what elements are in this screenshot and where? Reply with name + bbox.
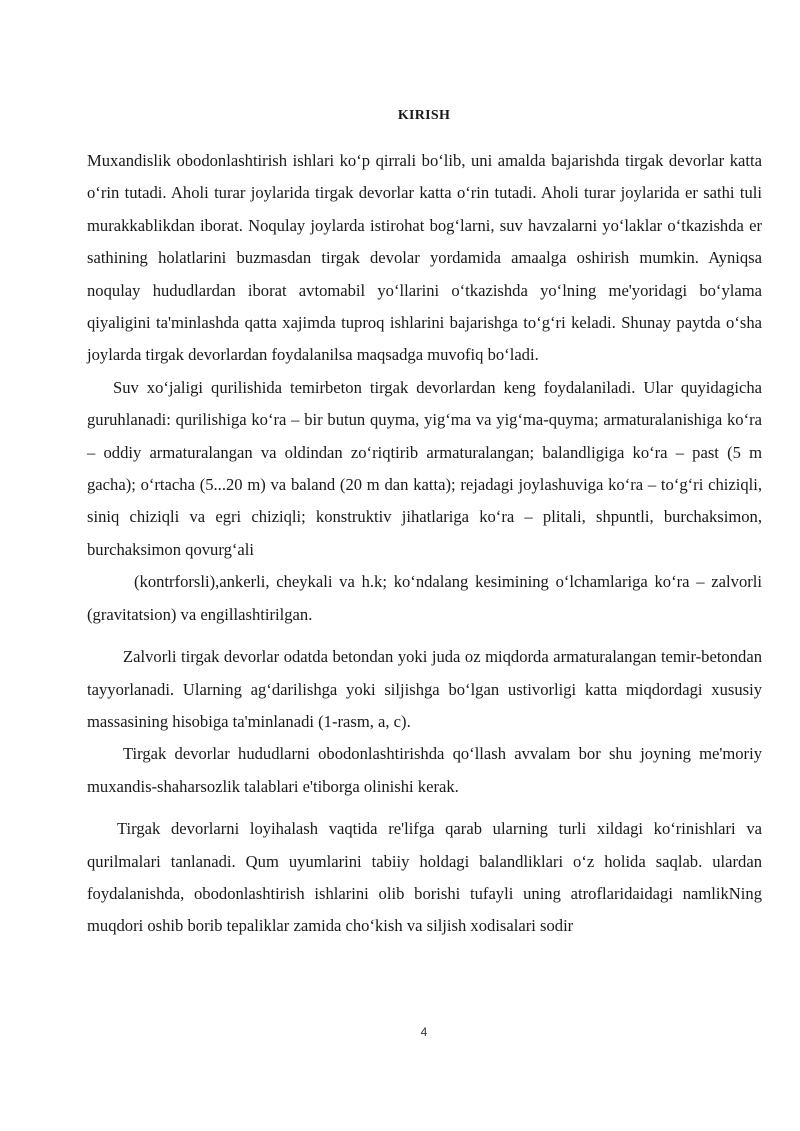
paragraph-4: Tirgak devorlar hududlarni obodonlashtirishda qoʻllash avvalam bor shu joyning me'moriy muxandis-shaharsozlik talablari e'tiborga olinishi kerak. (87, 744, 762, 796)
body-text (87, 145, 762, 943)
paragraph-3: Zalvorli tirgak devorlar odatda betondan yoki juda oz miqdorda armaturalangan temir-betondan tayyorlanadi. Ularning agʻdarilishga yoki siljishga boʻlgan ustivorligi katta miqdordagi xususiy massasining hisobiga ta'minlanadi (1-rasm, a, c). (87, 647, 762, 731)
page-number: 4 (420, 1025, 428, 1039)
paragraph-2: Suv xoʻjaligi qurilishida temirbeton tirgak devorlardan keng foydalaniladi. Ular quyidagicha guruhlanadi: qurilishiga koʻra – bir butun quyma, yigʻma va yigʻma-quyma; armaturalanishiga koʻra – oddiy armaturalangan va oldindan zoʻriqtirib armaturalangan; balandligiga koʻra – past (5 m gacha); oʻrtacha (5...20 m) va baland (20 m dan katta); rejadagi joylashuviga koʻra – toʻgʻri chiziqli, siniq chiziqli va egri chiziqli; konstruktiv jihatlariga koʻra – plitali, shpuntli, burchaksimon, burchaksimon qovurgʻali (87, 377, 762, 559)
paragraph-2-continuation: (kontrforsli),ankerli, cheykali va h.k; koʻndalang kesimining oʻlchamlariga koʻra – zalvorli (gravitatsion) va engillashtirilgan. (87, 572, 762, 624)
paragraph-1: Muxandislik obodonlashtirish ishlari koʻp qirrali boʻlib, uni amalda bajarishda tirgak devorlar katta oʻrin tutadi. Aholi turar joylarida tirgak devorlar katta oʻrin tutadi. Aholi turar joylarida er sathi tuli murakkablikdan iborat. Noqulay joylarda istirohat bogʻlarni, suv havzalarni yoʻlaklar oʻtkazishda er sathining holatlarini buzmasdan tirgak devolar yordamida amaalga oshirish mumkin. Ayniqsa noqulay hududlardan iborat avtomabil yoʻllarini oʻtkazishda yoʻlning me'yoridagi boʻylama qiyaligini ta'minlashda qatta xajimda tuproq ishlarini bajarishga toʻgʻri keladi. Shunay paytda oʻsha joylarda tirgak devorlardan foydalanilsa maqsadga muvofiq boʻladi. (87, 151, 762, 365)
page-title: KIRISH (397, 108, 451, 123)
paragraph-5: Tirgak devorlarni loyihalash vaqtida re'lifga qarab ularning turli xildagi koʻrinishlari va qurilmalari tanlanadi. Qum uyumlarini tabiiy holdagi balandliklari oʻz holida saqlab. ulardan foydalanishda, obodonlashtirish ishlarini olib borishi tufayli uning atroflaridaidagi namlikNing muqdori oshib borib tepaliklar zamida choʻkish va siljish xodisalari sodir (87, 819, 762, 936)
